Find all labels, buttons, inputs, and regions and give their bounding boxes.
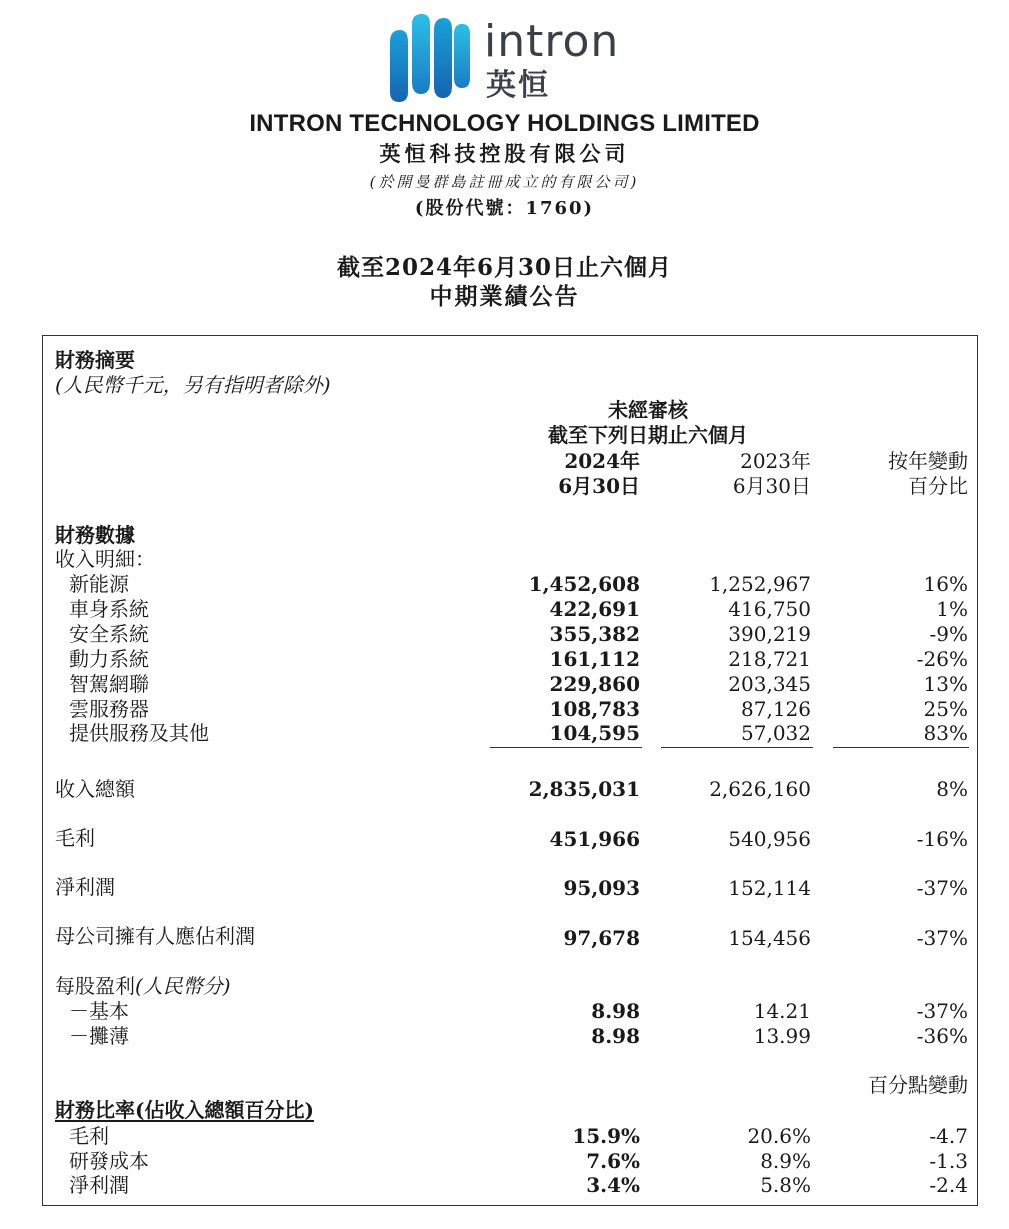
row-label: 母公司擁有人應佔利潤 [55, 924, 255, 948]
value-2024: 104,595 [549, 721, 640, 745]
value-2023: 8.9% [760, 1149, 811, 1173]
value-change: -4.7 [929, 1124, 968, 1148]
value-change: -37% [916, 926, 968, 950]
incorporation-note: (於開曼群島註冊成立的有限公司) [369, 173, 640, 191]
value-2024: 8.98 [591, 999, 640, 1023]
col-2024-date: 6月30日 [558, 474, 640, 498]
row-label: 安全系統 [69, 622, 149, 646]
row-label: 雲服務器 [69, 697, 149, 721]
value-change: -16% [916, 827, 968, 851]
value-2024: 7.6% [586, 1149, 640, 1173]
col-2023-date: 6月30日 [732, 474, 811, 498]
value-2024: 95,093 [563, 876, 640, 900]
value-2023: 1,252,967 [709, 572, 811, 596]
financial-highlights-box [42, 335, 978, 1206]
subtotal-rule-2024 [490, 747, 642, 748]
value-change: 25% [923, 697, 968, 721]
value-change: 8% [936, 777, 968, 801]
row-label: 淨利潤 [69, 1173, 129, 1197]
company-logo [386, 12, 636, 104]
value-2024: 97,678 [563, 926, 640, 950]
col-2024-year: 2024年 [564, 449, 640, 473]
stock-code: (股份代號：1760) [414, 198, 595, 219]
value-2023: 218,721 [728, 647, 811, 671]
col-2023-year: 2023年 [740, 449, 811, 473]
logo-wordmark-zh: 英恒 [486, 68, 550, 103]
value-2024: 108,783 [549, 697, 640, 721]
col-change-title: 按年變動 [888, 449, 968, 473]
logo-wordmark-en: intron [484, 16, 620, 67]
financial-data-heading: 財務數據 [55, 523, 135, 547]
value-2023: 2,626,160 [709, 777, 811, 801]
value-2023: 20.6% [747, 1124, 811, 1148]
value-2023: 390,219 [728, 622, 811, 646]
announcement-title-line2: 中期業績公告 [429, 283, 580, 310]
company-name-zh: 英恒科技控股有限公司 [379, 142, 630, 166]
value-2024: 161,112 [549, 647, 640, 671]
row-label: 收入總額 [55, 777, 135, 801]
row-label: 毛利 [69, 1124, 109, 1148]
value-2023: 152,114 [728, 876, 811, 900]
row-label: 車身系統 [69, 597, 149, 621]
value-change: 16% [923, 572, 968, 596]
value-2023: 87,126 [741, 697, 811, 721]
value-change: -9% [929, 622, 968, 646]
row-label: 新能源 [69, 572, 129, 596]
subtotal-rule-2023 [661, 747, 813, 748]
value-2024: 451,966 [549, 827, 640, 851]
col-change-unit: 百分比 [908, 474, 968, 498]
value-2023: 203,345 [728, 672, 811, 696]
value-2023: 416,750 [728, 597, 811, 621]
ratios-heading: 財務比率(佔收入總額百分比) [55, 1098, 314, 1122]
section-heading: 財務摘要 [55, 348, 135, 372]
value-2024: 355,382 [549, 622, 640, 646]
value-change: -36% [916, 1024, 968, 1048]
value-2024: 3.4% [586, 1173, 640, 1197]
value-2024: 1,452,608 [528, 572, 640, 596]
eps-unit: (人民幣分) [135, 974, 231, 998]
row-label: 提供服務及其他 [69, 721, 209, 745]
value-2023: 540,956 [728, 827, 811, 851]
unit-note: (人民幣千元，另有指明者除外) [55, 373, 331, 397]
value-2024: 15.9% [572, 1124, 640, 1148]
row-label: －基本 [69, 999, 129, 1023]
audit-label: 未經審核 [608, 398, 688, 422]
value-change: -37% [916, 876, 968, 900]
value-2023: 154,456 [728, 926, 811, 950]
value-change: 1% [936, 597, 968, 621]
period-label: 截至下列日期止六個月 [548, 423, 748, 447]
row-label: 動力系統 [69, 647, 149, 671]
value-2023: 57,032 [741, 721, 811, 745]
eps-label [55, 974, 231, 998]
value-change: 83% [923, 721, 968, 745]
value-2023: 5.8% [760, 1173, 811, 1197]
announcement-title-line1: 截至2024年6月30日止六個月 [336, 254, 673, 281]
value-change: -37% [916, 999, 968, 1023]
value-2024: 2,835,031 [528, 777, 640, 801]
value-change: 13% [923, 672, 968, 696]
eps-title: 每股盈利 [55, 974, 135, 998]
value-2024: 229,860 [549, 672, 640, 696]
revenue-breakdown-label: 收入明細： [55, 547, 155, 571]
value-2024: 422,691 [549, 597, 640, 621]
company-name-en: INTRON TECHNOLOGY HOLDINGS LIMITED [249, 110, 760, 137]
value-change: -26% [916, 647, 968, 671]
row-label: 研發成本 [69, 1149, 149, 1173]
value-2024: 8.98 [591, 1024, 640, 1048]
row-label: －攤薄 [69, 1024, 129, 1048]
pp-change-label: 百分點變動 [868, 1073, 968, 1097]
value-2023: 13.99 [753, 1024, 811, 1048]
row-label: 淨利潤 [55, 875, 115, 899]
value-change: -2.4 [929, 1173, 968, 1197]
value-change: -1.3 [929, 1149, 968, 1173]
intron-logo-icon [386, 12, 472, 104]
row-label: 毛利 [55, 826, 95, 850]
subtotal-rule-change [833, 747, 969, 748]
value-2023: 14.21 [753, 999, 811, 1023]
row-label: 智駕網聯 [69, 672, 149, 696]
